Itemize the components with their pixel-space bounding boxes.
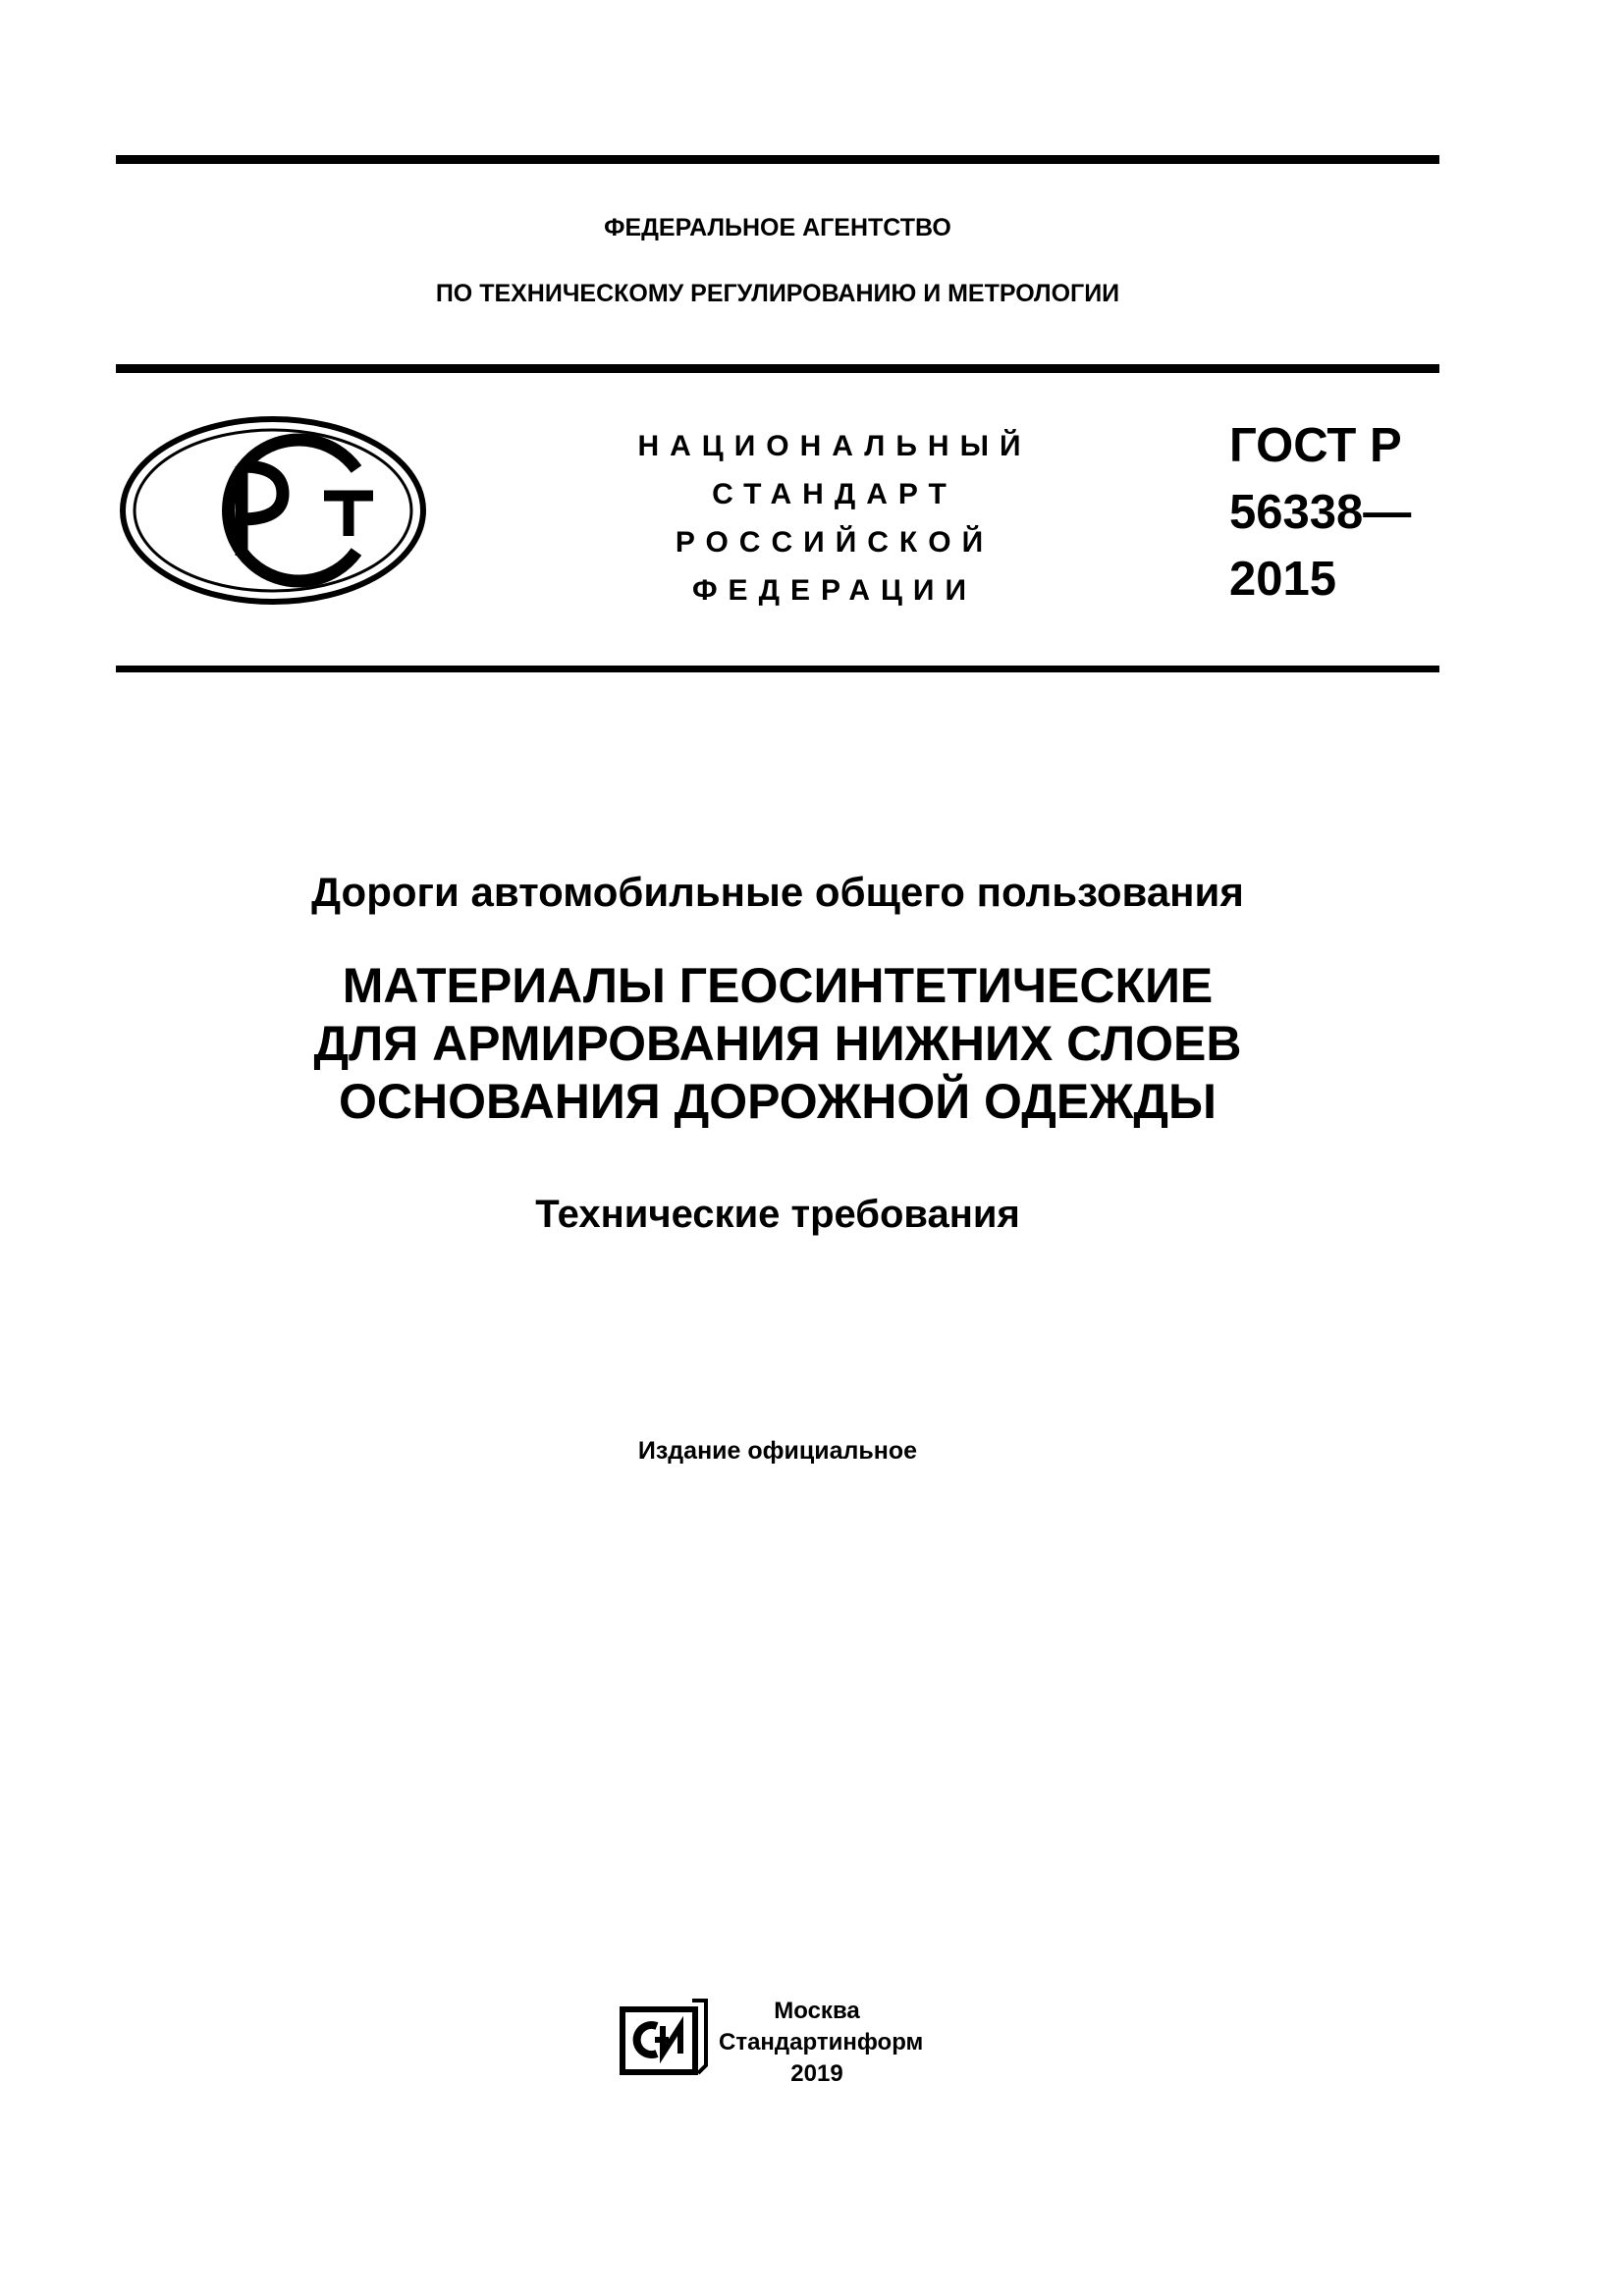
main-title-line: ОСНОВАНИЯ ДОРОЖНОЙ ОДЕЖДЫ [338, 1074, 1218, 1129]
national-line: СТАНДАРТ [712, 478, 957, 510]
main-title [116, 957, 1439, 1131]
gost-line: 2015 [1229, 553, 1337, 606]
requirements-subtitle: Технические требования [535, 1193, 1020, 1236]
header-rule [116, 364, 1439, 373]
top-rule [116, 155, 1439, 164]
publisher-city: Москва [774, 1998, 860, 2024]
edition-label: Издание официальное [637, 1437, 918, 1465]
national-line: ФЕДЕРАЦИИ [691, 574, 978, 607]
national-line: РОССИЙСКОЙ [675, 526, 995, 559]
road-title: Дороги автомобильные общего пользования [311, 869, 1244, 915]
main-title-line: МАТЕРИАЛЫ ГЕОСИНТЕТИЧЕСКИЕ [342, 958, 1214, 1013]
publisher-year: 2019 [790, 2060, 843, 2087]
standard-rule [116, 666, 1439, 672]
gost-line: ГОСТ Р [1229, 419, 1402, 472]
national-standard-label [609, 422, 1060, 614]
standartinform-logo-icon [616, 1997, 710, 2079]
main-title-line: ДЛЯ АРМИРОВАНИЯ НИЖНИХ СЛОЕВ [313, 1016, 1242, 1071]
rst-certification-mark-icon [116, 412, 430, 609]
national-line: НАЦИОНАЛЬНЫЙ [637, 430, 1032, 462]
publisher-name: Стандартинформ [719, 2029, 924, 2056]
gost-designation [1229, 412, 1411, 613]
agency-line-1: ФЕДЕРАЛЬНОЕ АГЕНТСТВО [604, 214, 951, 241]
agency-line-2: ПО ТЕХНИЧЕСКОМУ РЕГУЛИРОВАНИЮ И МЕТРОЛОГИИ [435, 280, 1120, 307]
publisher-info [719, 1996, 924, 2090]
gost-line: 56338— [1229, 486, 1412, 539]
